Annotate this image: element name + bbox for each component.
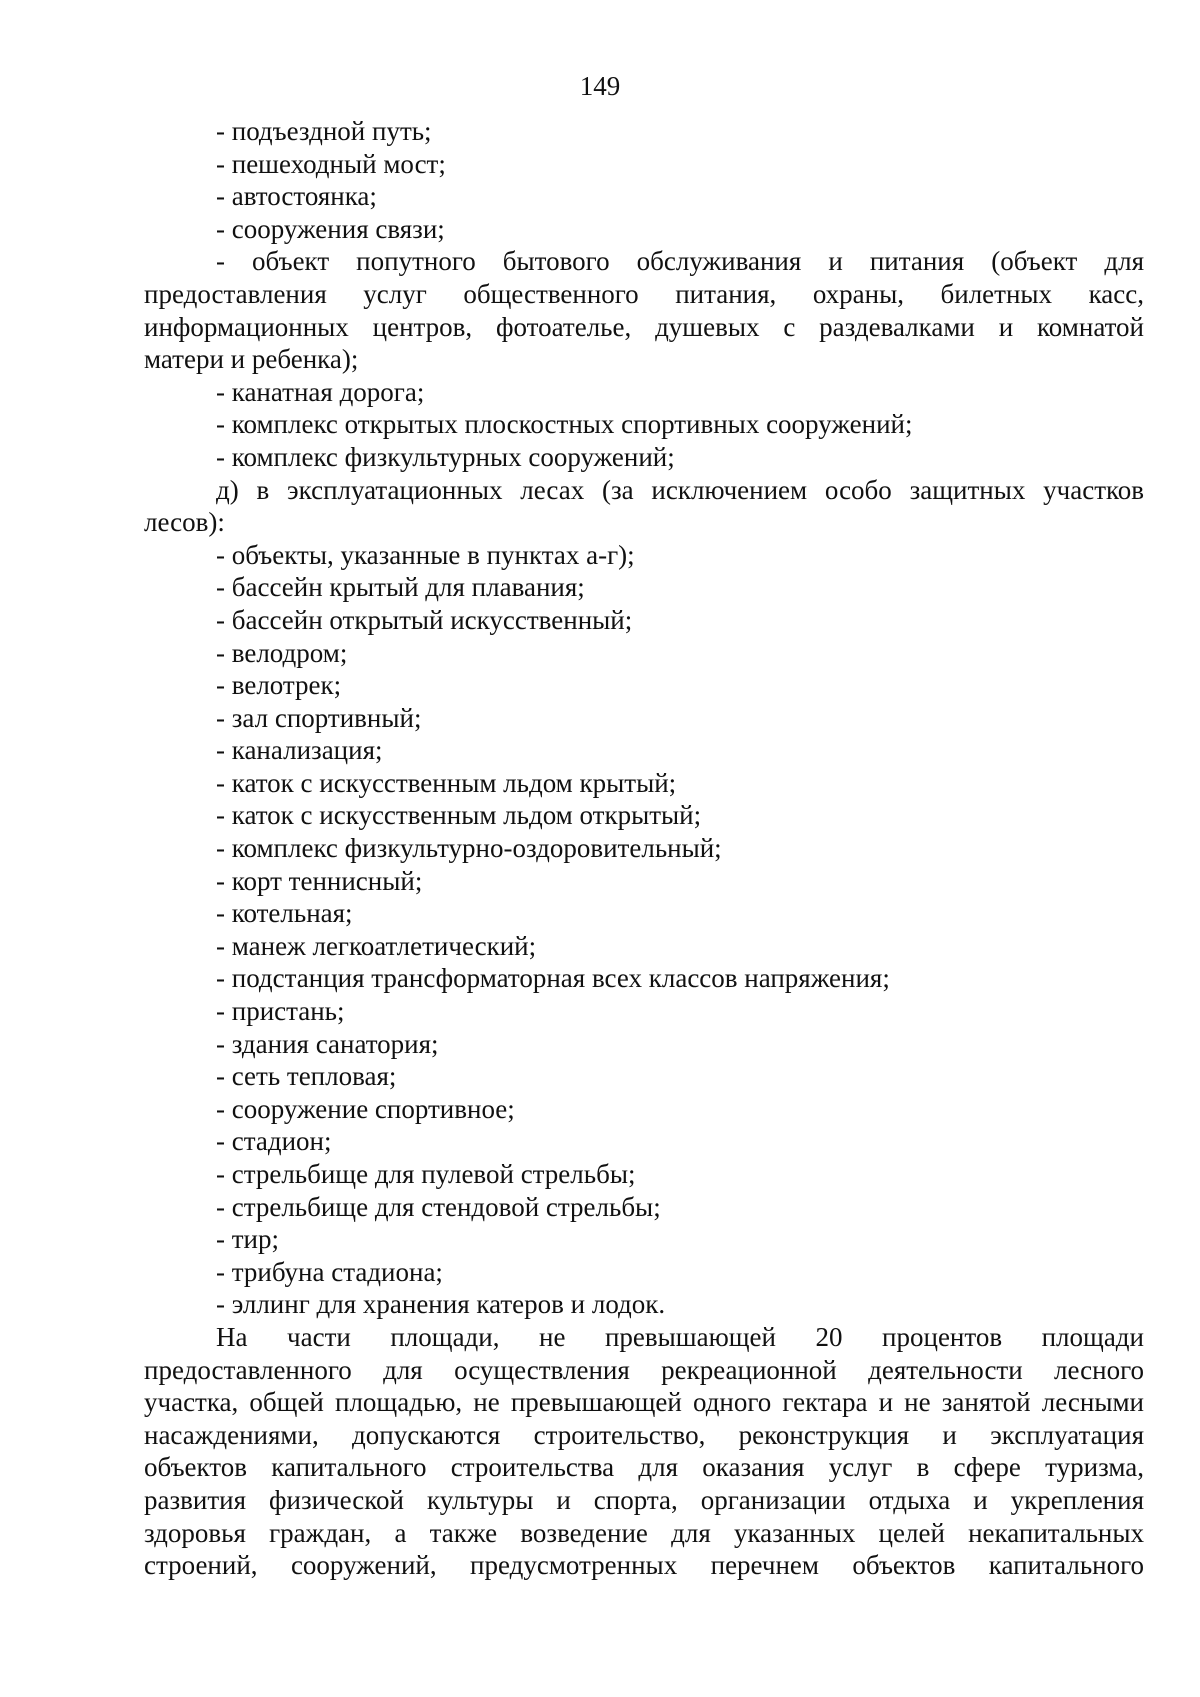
list-item: - объекты, указанные в пунктах а-г); [216,539,635,570]
list-item: - канализация; [216,735,383,766]
list-item: - эллинг для хранения катеров и лодок. [216,1289,666,1320]
list-item: - бассейн крытый для плавания; [216,572,585,603]
paragraph-line: объектов капитального строительства для оказания услуг в сфере туризма, [144,1452,1144,1483]
paragraph-line: информационных центров, фотоателье, душевых с раздевалками и комнатой [144,311,1144,342]
list-item: - стадион; [216,1126,332,1157]
paragraph-line: предоставления услуг общественного питания, охраны, билетных касс, [144,278,1144,309]
list-item: - подстанция трансформаторная всех классов напряжения; [216,963,890,994]
list-item: - зал спортивный; [216,702,422,733]
list-item: - подъездной путь; [216,116,432,146]
paragraph-line: предоставленного для осуществления рекреационной деятельности лесного [144,1354,1144,1385]
list-item: - комплекс физкультурно-оздоровительный; [216,833,722,864]
paragraph-line: - объект попутного бытового обслуживания и питания (объект для [216,246,1144,277]
paragraph-line: строений, сооружений, предусмотренных перечнем объектов капитального [144,1550,1144,1581]
paragraph-line: развития физической культуры и спорта, организации отдыха и укрепления [144,1484,1144,1515]
list-item: - тир; [216,1224,279,1255]
list-item: - комплекс открытых плоскостных спортивных сооружений; [216,409,913,440]
list-item: - сооружения связи; [216,213,445,244]
list-item: - манеж легкоатлетический; [216,930,537,961]
list-item: - бассейн открытый искусственный; [216,604,633,635]
list-item: - сооружение спортивное; [216,1093,515,1124]
list-item: - пешеходный мост; [216,148,446,179]
list-item: - каток с искусственным льдом открытый; [216,800,702,831]
list-item: - котельная; [216,898,353,929]
paragraph-line: д) в эксплуатационных лесах (за исключением особо защитных участков [216,474,1144,505]
list-item: - корт теннисный; [216,865,423,896]
paragraph-line: На части площади, не превышающей 20 процентов площади [216,1321,1144,1352]
list-item: - комплекс физкультурных сооружений; [216,441,675,472]
document-body [144,115,1144,1582]
paragraph-line: насаждениями, допускаются строительство, реконструкция и эксплуатация [144,1419,1144,1450]
paragraph-line: лесов): [144,507,225,538]
list-item: - пристань; [216,996,345,1027]
list-item: - велотрек; [216,670,342,701]
list-item: - каток с искусственным льдом крытый; [216,767,677,798]
list-item: - стрельбище для пулевой стрельбы; [216,1159,636,1189]
list-item: - канатная дорога; [216,376,425,407]
page-number: 149 [579,71,621,101]
paragraph-line: здоровья граждан, а также возведение для указанных целей некапитальных [144,1517,1144,1548]
list-item: - автостоянка; [216,181,377,212]
list-item: - стрельбище для стендовой стрельбы; [216,1191,661,1222]
paragraph-line: матери и ребенка); [144,344,359,375]
list-item: - трибуна стадиона; [216,1256,443,1287]
paragraph-line: участка, общей площадью, не превышающей одного гектара и не занятой лесными [144,1387,1144,1418]
list-item: - сеть тепловая; [216,1061,397,1092]
list-item: - здания санатория; [216,1028,439,1059]
list-item: - велодром; [216,637,348,668]
